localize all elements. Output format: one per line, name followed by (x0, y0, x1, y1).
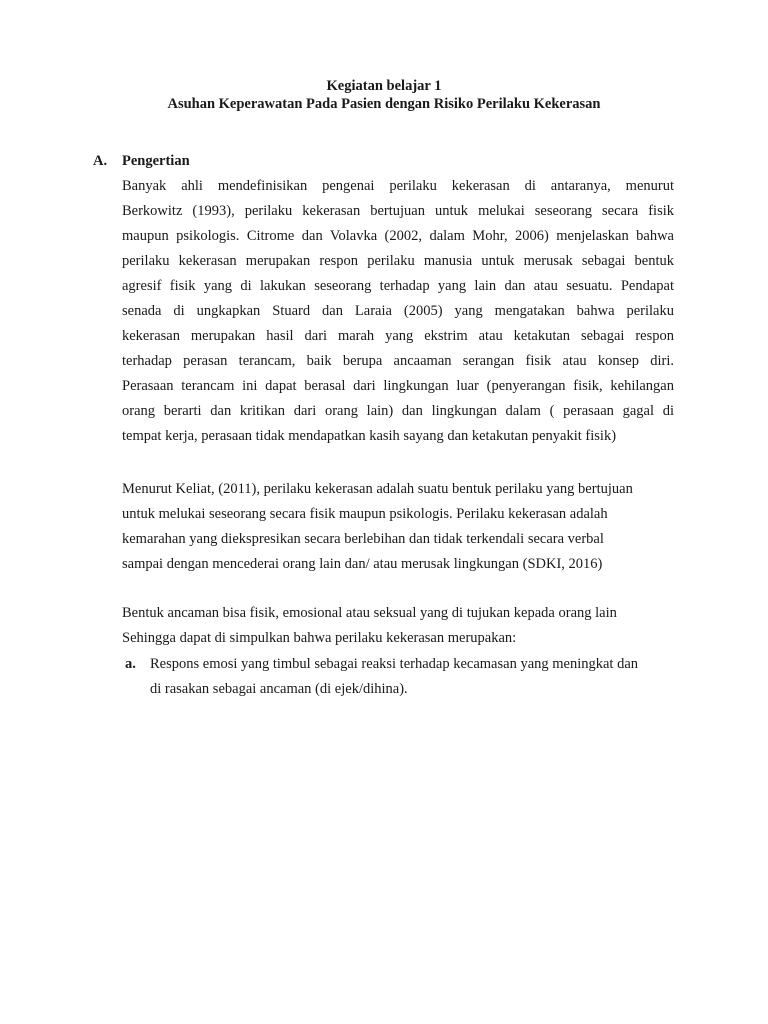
paragraph-line: orang berarti dan kritikan dari orang lain) dan lingkungan dalam ( perasaan gagal di (122, 403, 674, 419)
paragraph-line: agresif fisik yang di lakukan seseorang terhadap yang lain dan atau sesuatu. Pendapat (122, 278, 674, 294)
paragraph-line: Sehingga dapat di simpulkan bahwa perilaku kekerasan merupakan: (122, 630, 517, 646)
section-title: Pengertian (122, 153, 190, 169)
list-marker: a. (125, 656, 136, 672)
paragraph-conclusion (122, 601, 674, 651)
paragraph-definition (122, 174, 674, 449)
paragraph-line: Bentuk ancaman bisa fisik, emosional atau seksual yang di tujukan kepada orang lain (122, 605, 617, 621)
paragraph-line: terhadap perasan terancam, baik berupa ancaaman serangan fisik atau konsep diri. (122, 353, 674, 369)
paragraph-line: Berkowitz (1993), perilaku kekerasan bertujuan untuk melukai seseorang secara fisik (122, 203, 674, 219)
paragraph-keliat (122, 477, 674, 577)
paragraph-line: senada di ungkapkan Stuard dan Laraia (2005) yang mengatakan bahwa perilaku (122, 303, 674, 319)
section-letter: A. (93, 153, 108, 169)
paragraph-line: perilaku kekerasan merupakan respon perilaku manusia untuk merusak sebagai bentuk (122, 253, 674, 269)
paragraph-line: Menurut Keliat, (2011), perilaku kekerasan adalah suatu bentuk perilaku yang bertujuan (122, 481, 633, 497)
paragraph-line: tempat kerja, perasaan tidak mendapatkan kasih sayang dan ketakutan penyakit fisik) (122, 428, 617, 444)
section-heading (93, 152, 190, 171)
list-item-line: di rasakan sebagai ancaman (di ejek/dihina). (150, 681, 408, 697)
paragraph-line: kekerasan merupakan hasil dari marah yang ekstrim atau ketakutan sebagai respon (122, 328, 674, 344)
paragraph-line: untuk melukai seseorang secara fisik maupun psikologis. Perilaku kekerasan adalah (122, 506, 608, 522)
document-title: Kegiatan belajar 1 (326, 78, 442, 94)
document-subtitle: Asuhan Keperawatan Pada Pasien dengan Risiko Perilaku Kekerasan (167, 96, 601, 112)
paragraph-line: kemarahan yang diekspresikan secara berlebihan dan tidak terkendali secara verbal (122, 531, 604, 547)
paragraph-line: Banyak ahli mendefinisikan pengenai perilaku kekerasan di antaranya, menurut (122, 178, 674, 194)
paragraph-line: maupun psikologis. Citrome dan Volavka (2002, dalam Mohr, 2006) menjelaskan bahwa (122, 228, 674, 244)
list-item-text (150, 652, 680, 702)
paragraph-line: Perasaan terancam ini dapat berasal dari lingkungan luar (penyerangan fisik, kehilangan (122, 378, 674, 394)
list-item-line: Respons emosi yang timbul sebagai reaksi terhadap kecamasan yang meningkat dan (150, 656, 639, 672)
paragraph-line: sampai dengan mencederai orang lain dan/ atau merusak lingkungan (SDKI, 2016) (122, 556, 603, 572)
